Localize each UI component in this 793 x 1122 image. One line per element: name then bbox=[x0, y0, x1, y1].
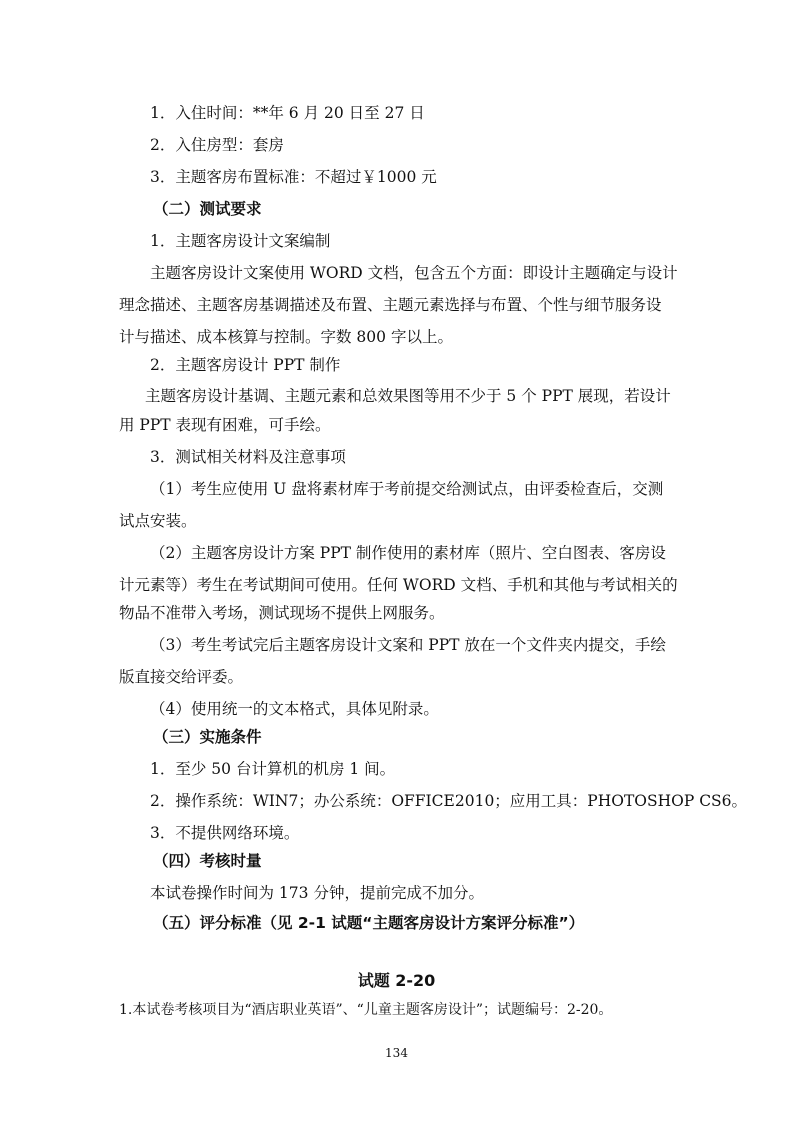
room-checkin-time: 1．入住时间：**年 6 月 20 日至 27 日 bbox=[150, 104, 425, 122]
paragraph-line: 版直接交给评委。 bbox=[119, 668, 244, 686]
requirement-1-heading: 1．主题客房设计文案编制 bbox=[150, 232, 331, 250]
paragraph-line: （3）考生考试完后主题客房设计文案和 PPT 放在一个文件夹内提交，手绘 bbox=[150, 636, 666, 654]
section-heading-conditions: （三）实施条件 bbox=[153, 728, 262, 746]
section-heading-exam-time: （四）考核时量 bbox=[153, 852, 262, 870]
paragraph-line: 计元素等）考生在考试期间可使用。任何 WORD 文档、手机和其他与考试相关的 bbox=[119, 576, 678, 594]
paragraph-line: 理念描述、主题客房基调描述及布置、主题元素选择与布置、个性与细节服务设 bbox=[119, 296, 662, 314]
paragraph-line: （2）主题客房设计方案 PPT 制作使用的素材库（照片、空白图表、客房设 bbox=[150, 544, 666, 562]
requirement-2-heading: 2．主题客房设计 PPT 制作 bbox=[150, 356, 341, 374]
paragraph-line: 物品不准带入考场，测试现场不提供上网服务。 bbox=[119, 604, 445, 622]
paragraph-line: 试点安装。 bbox=[119, 512, 197, 530]
room-type: 2．入住房型：套房 bbox=[150, 136, 284, 154]
question-description: 1.本试卷考核项目为“酒店职业英语”、“儿童主题客房设计”；试题编号：2-20。 bbox=[119, 1002, 613, 1018]
paragraph-line: （4）使用统一的文本格式，具体见附录。 bbox=[150, 700, 439, 718]
section-heading-test-requirements: （二）测试要求 bbox=[153, 200, 262, 218]
condition-line: 1．至少 50 台计算机的机房 1 间。 bbox=[150, 760, 396, 778]
condition-line: 2．操作系统：WIN7；办公系统：OFFICE2010；应用工具：PHOTOSHOP CS6。 bbox=[150, 792, 748, 810]
paragraph-line: 主题客房设计文案使用 WORD 文档，包含五个方面：即设计主题确定与设计 bbox=[150, 264, 678, 282]
section-heading-scoring: （五）评分标准（见 2-1 试题“主题客房设计方案评分标准”） bbox=[153, 914, 585, 932]
page-number: 134 bbox=[385, 1046, 408, 1060]
condition-line: 3．不提供网络环境。 bbox=[150, 824, 300, 842]
paragraph-line: 用 PPT 表现有困难，可手绘。 bbox=[119, 416, 331, 434]
paragraph-line: 主题客房设计基调、主题元素和总效果图等用不少于 5 个 PPT 展现，若设计 bbox=[145, 387, 671, 405]
question-title: 试题 2-20 bbox=[357, 971, 436, 990]
paragraph-line: （1）考生应使用 U 盘将素材库于考前提交给测试点，由评委检查后，交测 bbox=[150, 480, 664, 498]
room-budget-standard: 3．主题客房布置标准：不超过￥1000 元 bbox=[150, 168, 437, 186]
paragraph-line: 计与描述、成本核算与控制。字数 800 字以上。 bbox=[119, 328, 453, 346]
requirement-3-heading: 3．测试相关材料及注意事项 bbox=[150, 448, 346, 466]
exam-time-line: 本试卷操作时间为 173 分钟，提前完成不加分。 bbox=[150, 884, 484, 902]
